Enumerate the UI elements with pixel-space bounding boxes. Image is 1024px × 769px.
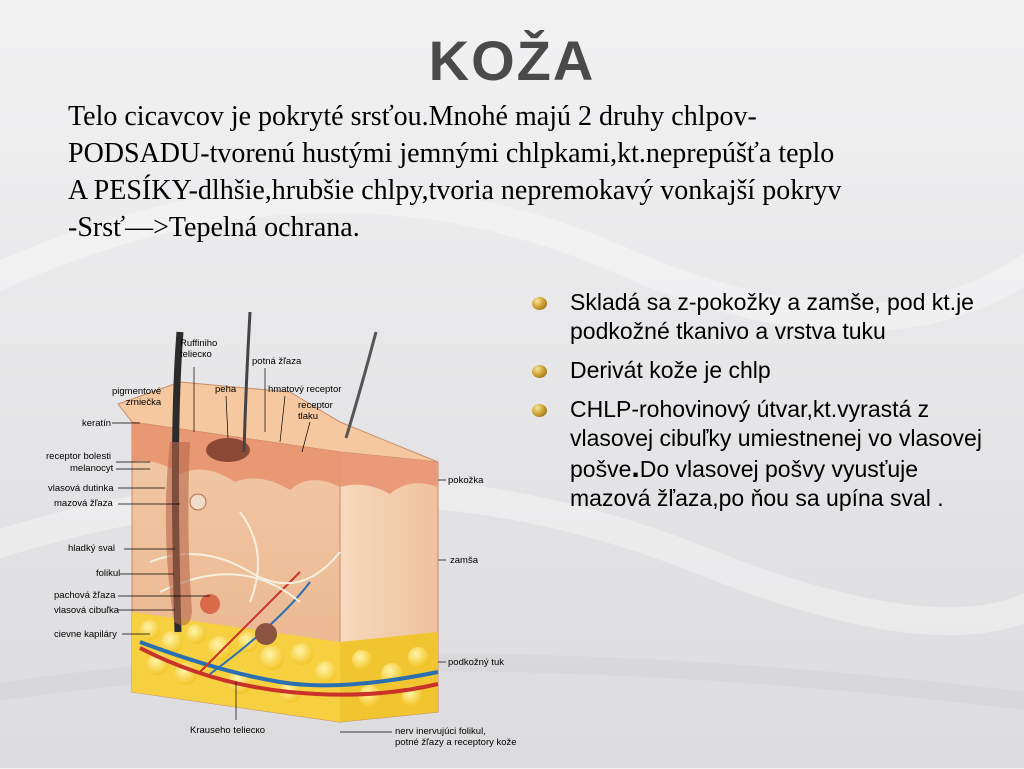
label-receptor-bolesti: receptor bolesti: [46, 451, 111, 462]
label-vlasova-cibulka: vlasová cibuľka: [54, 605, 120, 616]
label-folikul: folikul: [96, 568, 121, 579]
bullet-dot-icon: [532, 297, 547, 310]
label-keratin: keratín: [82, 418, 112, 429]
bullet-item: [532, 395, 982, 513]
label-pachova-zlaza: pachová žľaza: [54, 590, 116, 601]
label-pigmentove-zrnecka: pigmentové zrniečka: [112, 386, 162, 408]
intro-line: PODSADU-tvorenú hustými jemnými chlpkami,kt.neprepúšťa teplo: [68, 138, 835, 169]
label-peha: peha: [215, 384, 237, 395]
label-hmatovy-receptor: hmatový receptor: [268, 384, 342, 395]
skin-diagram: [40, 312, 530, 764]
intro-line: -Srsť—>Tepelná ochrana.: [68, 212, 360, 243]
label-hladky-sval: hladký sval: [68, 543, 115, 554]
bullet-text: Do vlasovej pošvy vyusťuje mazová žľaza,po ňou sa upína sval .: [570, 456, 944, 511]
bullet-dot-icon: [532, 365, 547, 378]
slide-title: KOŽA: [428, 29, 596, 92]
label-zamsa: zamša: [450, 555, 478, 566]
label-vlasova-dutinka: vlasová dutinka: [48, 483, 114, 494]
label-cievne-kapilary: cievne kapiláry: [54, 629, 117, 640]
bullet-item: [532, 288, 982, 346]
label-pokozka: pokožka: [448, 475, 484, 486]
label-nerv: nerv inervujúci folikul, potné žľazy a receptory kože: [395, 726, 517, 748]
bullet-text: Skladá sa z-pokožky a zamše, pod kt.je podkožné tkanivo a vrstva tuku: [570, 289, 974, 344]
skin-illustration: [40, 312, 530, 764]
label-mazova-zlaza: mazová žľaza: [54, 498, 113, 509]
bullet-dot-icon: [532, 404, 547, 417]
intro-line: Telo cicavcov je pokryté srsťou.Mnohé majú 2 druhy chlpov-: [68, 101, 757, 132]
intro-paragraph: [68, 98, 1018, 246]
bullet-period: .: [631, 451, 640, 484]
bullet-item: [532, 356, 982, 385]
label-podkozny-tuk: podkožný tuk: [448, 657, 504, 668]
label-ruffiniho: Ruffiniho telieско: [180, 338, 218, 360]
bullet-list: [532, 288, 982, 523]
label-potna-zlaza: potná žľaza: [252, 356, 302, 367]
label-krauseho-teliesko: Krauseho telieско: [190, 725, 266, 736]
intro-line: A PESÍKY-dlhšie,hrubšie chlpy,tvoria nepremokavý vonkajší pokryv: [68, 175, 842, 206]
label-receptor-tlaku: receptor tlaku: [298, 400, 333, 422]
bullet-text: Derivát kože je chlp: [570, 357, 771, 383]
label-melanocyt: melanocyt: [70, 463, 114, 474]
bullet-text: CHLP-rohovinový útvar,kt.vyrastá z vlasovej cibuľky umiestnenej vo vlasovej pošve: [570, 396, 982, 482]
